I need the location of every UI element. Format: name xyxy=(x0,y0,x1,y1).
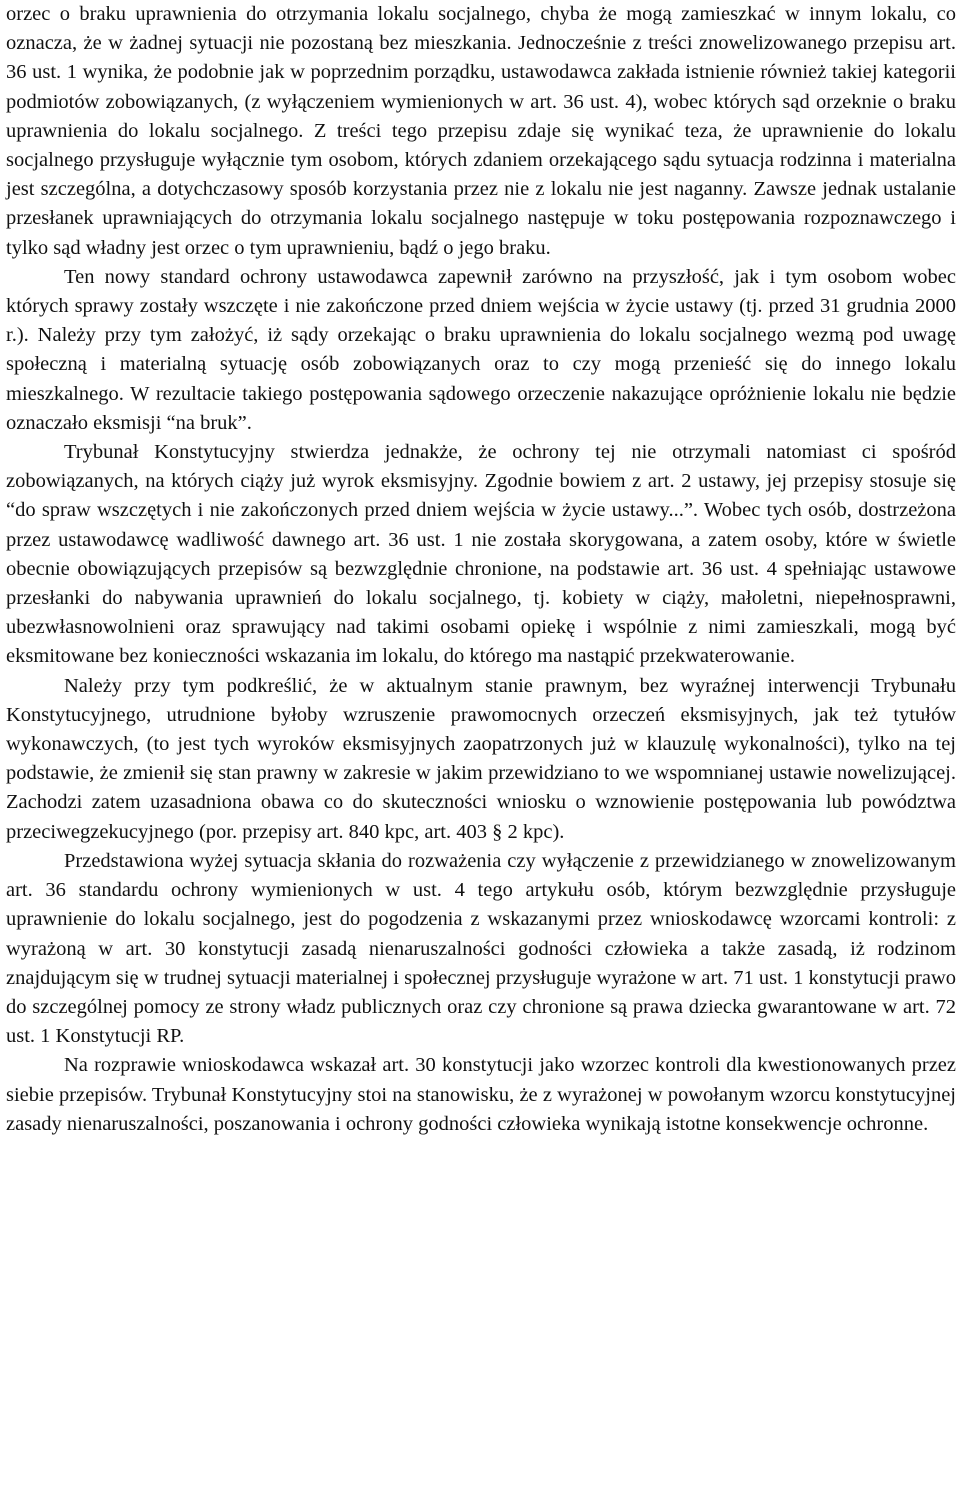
paragraph-emphasis: Należy przy tym podkreślić, że w aktualnym stanie prawnym, bez wyraźnej interwencji Trybunału Konstytucyjnego, utrudnione byłoby wzruszenie prawomocnych orzeczeń eksmisyjnych, jak też tytułów wykonawczych, (to jest tych wyroków eksmisyjnych zaopatrzonych już w klauzulę wykonalności), tylko na tej podstawie, że zmienił się stan prawny w zakresie w jakim przewidziano to we wspomnianej ustawie nowelizującej. Zachodzi zatem uzasadniona obawa co do skuteczności wniosku o wznowienie postępowania lub powództwa przeciwegzekucyjnego (por. przepisy art. 840 kpc, art. 403 § 2 kpc). xyxy=(6,674,956,843)
paragraph-hearing: Na rozprawie wnioskodawca wskazał art. 30 konstytucji jako wzorzec kontroli dla kwestionowanych przez siebie przepisów. Trybunał Konstytucyjny stoi na stanowisku, że z wyrażonej w powołanym wzorcu konstytucyjnej zasady nienaruszalności, poszanowania i ochrony godności człowieka wynikają istotne konsekwencje ochronne. xyxy=(6,1054,956,1135)
paragraph-tribunal-statement: Trybunał Konstytucyjny stwierdza jednakże, że ochrony tej nie otrzymali natomiast ci spośród zobowiązanych, na których ciąży już wyrok eksmisyjny. Zgodnie bowiem z art. 2 ustawy, jej przepisy stosuje się “do spraw wszczętych i nie zakończonych przed dniem wejścia w życie ustawy...”. Wobec tych osób, dostrzeżona przez ustawodawcę wadliwość dawnego art. 36 ust. 1 nie została skorygowana, a zatem osoby, które w świetle obecnie obowiązujących przepisów są bezwzględnie chronione, na podstawie art. 36 ust. 4 spełniając ustawowe przesłanki do nabywania uprawnień do lokalu socjalnego, tj. kobiety w ciąży, małoletni, niepełnosprawni, ubezwłasnowolnieni oraz sprawujący nad takimi osobami opiekę i wspólnie z nimi zamieszkali, mogą być eksmitowane bez konieczności wskazania im lokalu, do którego ma nastąpić przekwaterowanie. xyxy=(6,441,956,668)
paragraph-new-standard: Ten nowy standard ochrony ustawodawca zapewnił zarówno na przyszłość, jak i tym osobom wobec których sprawy zostały wszczęte i nie zakończone przed dniem wejścia w życie ustawy (tj. przed 31 grudnia 2000 r.). Należy przy tym założyć, iż sądy orzekając o braku uprawnienia do lokalu socjalnego wezmą pod uwagę społeczną i materialną sytuację osób zobowiązanych oraz to czy mogą przenieść się do innego lokalu mieszkalnego. W rezultacie takiego postępowania sądowego orzeczenie nakazujące opróżnienie lokalu nie będzie oznaczało eksmisji “na bruk”. xyxy=(6,265,956,434)
paragraph-situation: Przedstawiona wyżej sytuacja skłania do rozważenia czy wyłączenie z przewidzianego w znowelizowanym art. 36 standardu ochrony wymienionych w ust. 4 tego artykułu osób, którym bezwzględnie przysługuje uprawnienie do lokalu socjalnego, jest do pogodzenia z wskazanymi przez wnioskodawcę wzorcami kontroli: z wyrażoną w art. 30 konstytucji zasadą nienaruszalności godności człowieka a także zasadą, iż rodzinom znajdującym się w trudnej sytuacji materialnej i społecznej przysługuje wyrażone w art. 71 ust. 1 konstytucji prawo do szczególnej pomocy ze strony władz publicznych oraz czy chronione są prawa dziecka gwarantowane w art. 72 ust. 1 Konstytucji RP. xyxy=(6,849,956,1048)
paragraph-continuation: orzec o braku uprawnienia do otrzymania lokalu socjalnego, chyba że mogą zamieszkać w innym lokalu, co oznacza, że w żadnej sytuacji nie pozostaną bez mieszkania. Jednocześnie z treści znowelizowanego przepisu art. 36 ust. 1 wynika, że podobnie jak w poprzednim porządku, ustawodawca zakłada istnienie również takiej kategorii podmiotów zobowiązanych, (z wyłączeniem wymienionych w art. 36 ust. 4), wobec których sąd orzeknie o braku uprawnienia do lokalu socjalnego. Z treści tego przepisu zdaje się wynikać teza, że uprawnienie do lokalu socjalnego przysługuje wyłącznie tym osobom, których zdaniem orzekającego sądu sytuacja rodzinna i materialna jest szczególna, a dotychczasowy sposób korzystania przez nie z lokalu nie jest naganny. Zawsze jednak ustalanie przesłanek uprawniających do otrzymania lokalu socjalnego następuje w toku postępowania rozpoznawczego i tylko sąd władny jest orzec o tym uprawnieniu, bądź o jego braku. xyxy=(6,3,956,259)
